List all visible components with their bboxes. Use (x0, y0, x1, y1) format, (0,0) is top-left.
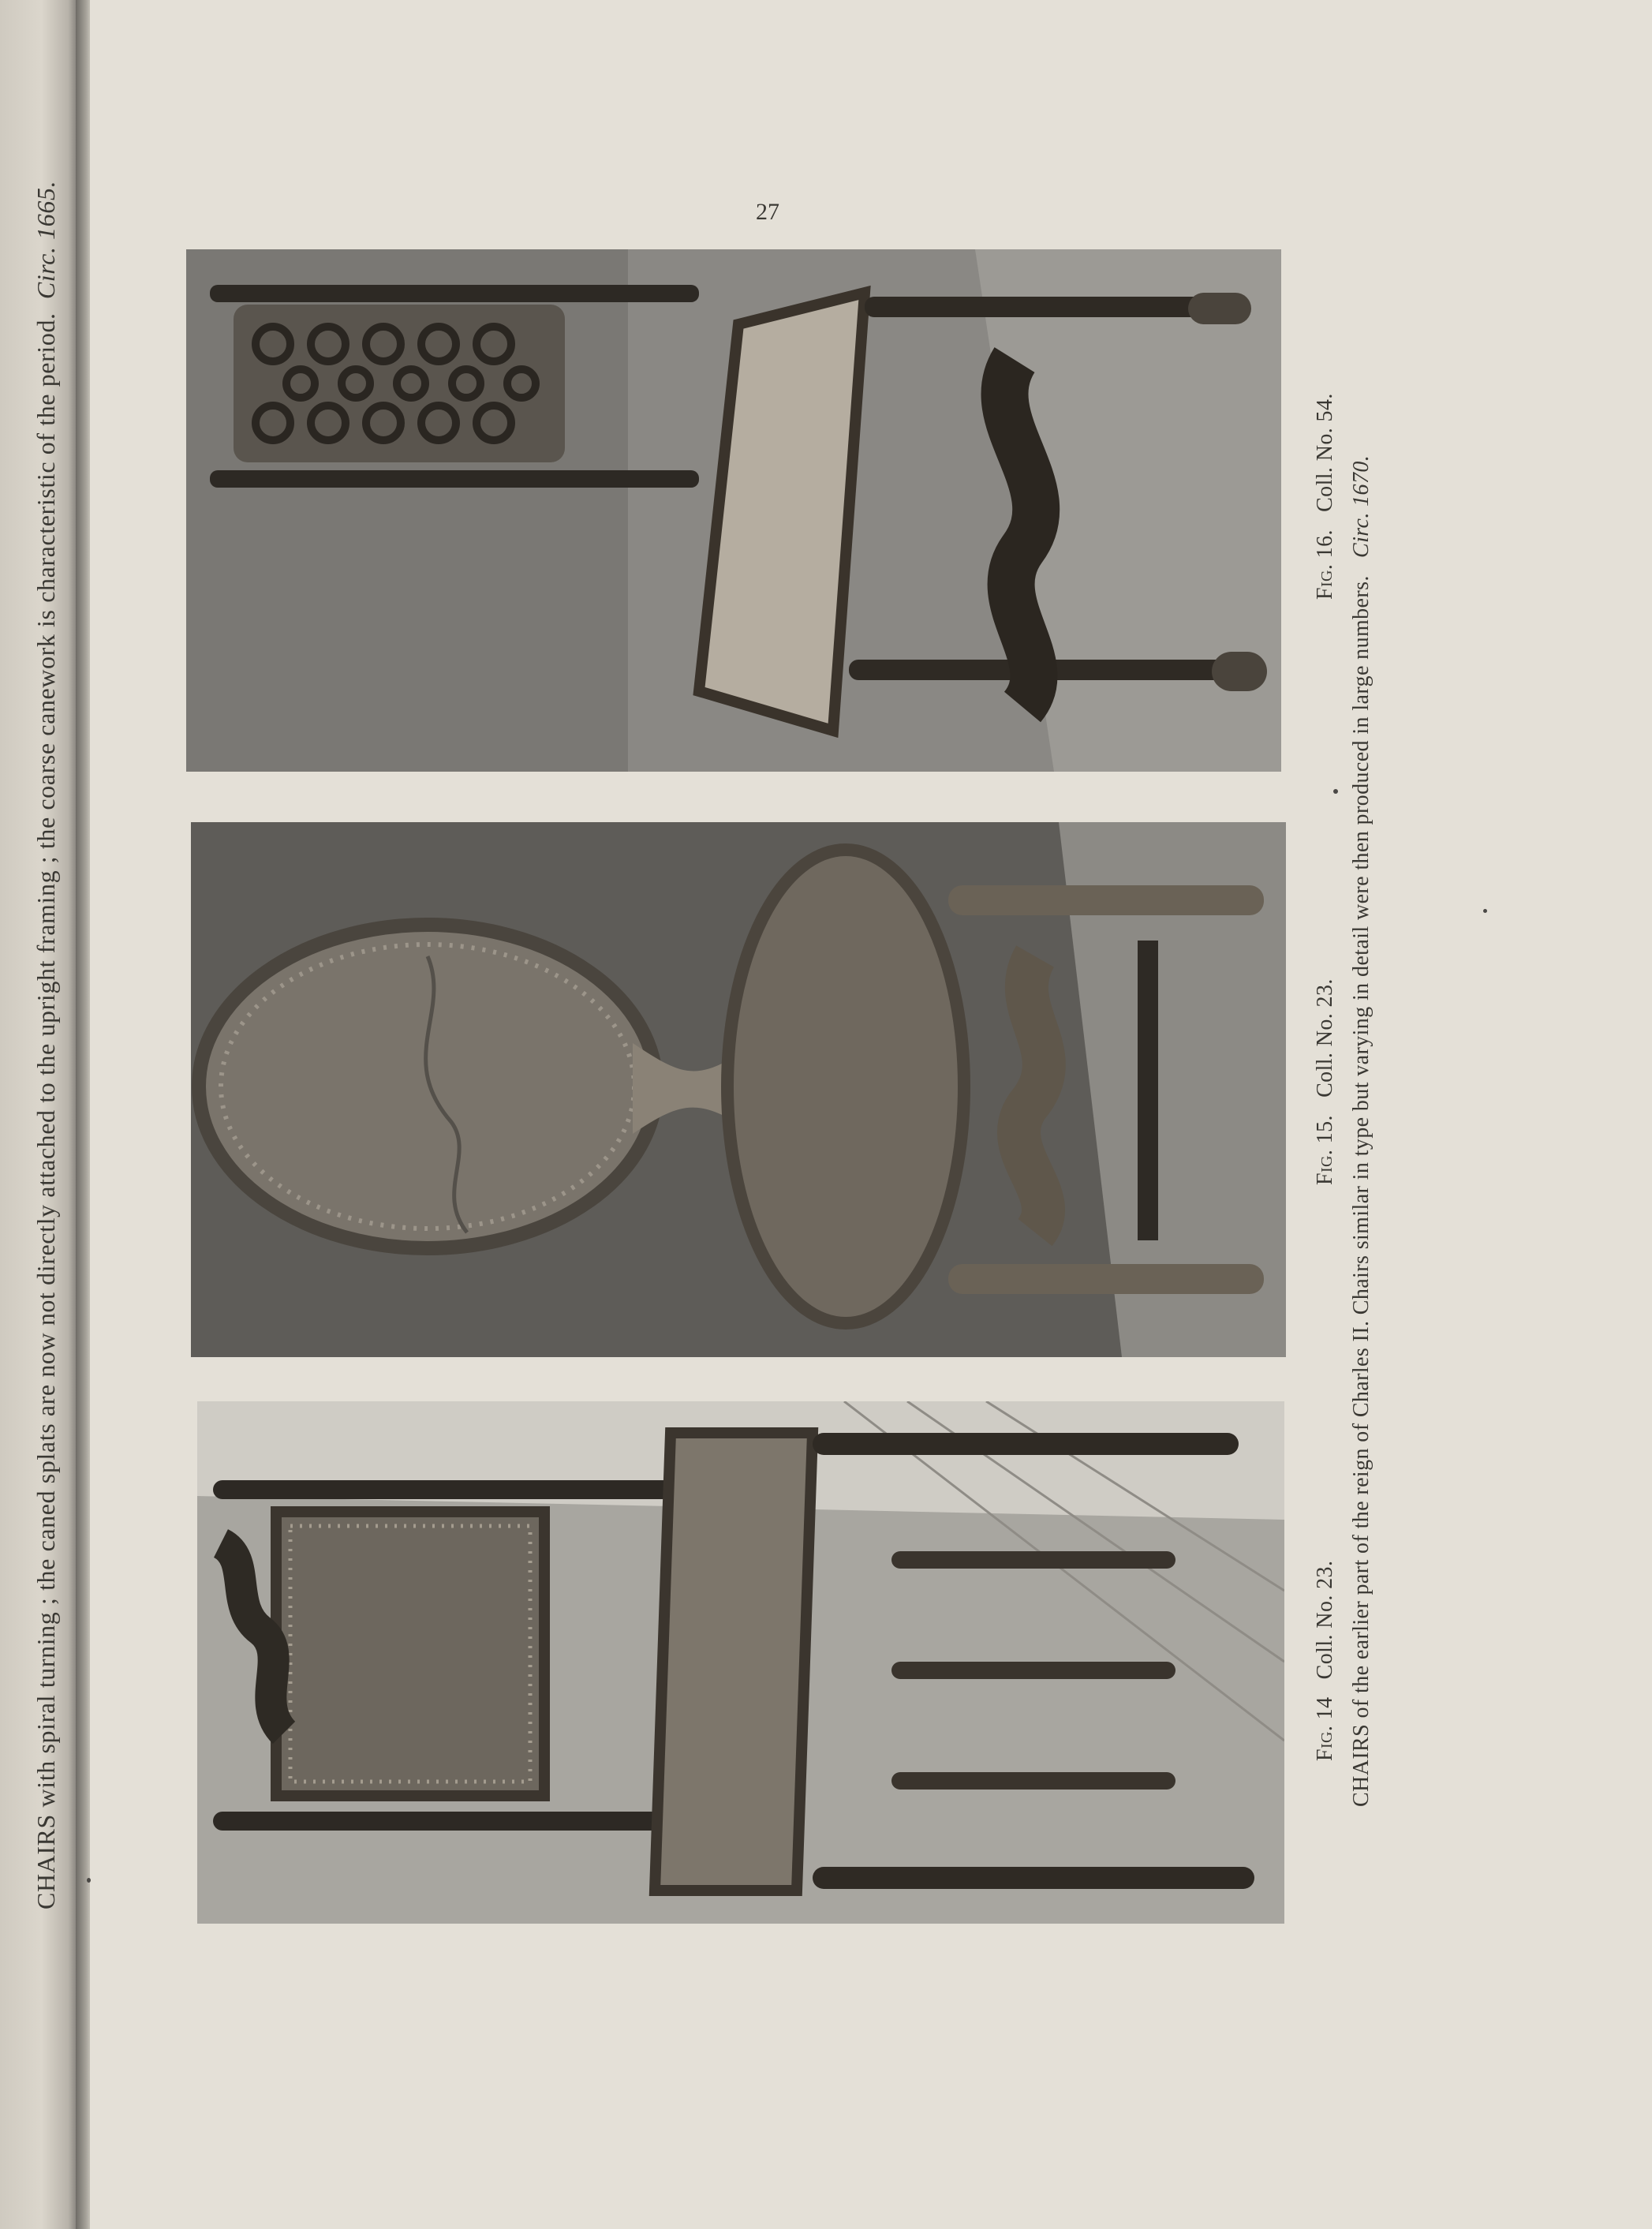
chair-16-image (186, 249, 1281, 772)
figure-16-photo (186, 249, 1281, 772)
figure-15-photo (191, 822, 1286, 1357)
left-page-caption: CHAIRS with spiral turning ; the caned splats are now not directly attached to the upright framing ; the coarse canework is characteristic of the period. Circ. 1665. (32, 180, 60, 1909)
scan-speck (1483, 909, 1487, 913)
figure-15-caption: Fig. 15. Coll. No. 23. (1313, 978, 1337, 1185)
scan-speck (1333, 789, 1338, 794)
page-number: 27 (756, 199, 779, 225)
figure-14-photo (197, 1401, 1284, 1924)
chair-14-image (197, 1401, 1284, 1924)
chair-15-image (191, 822, 1286, 1357)
figure-14-caption: Fig. 14 Coll. No. 23. (1313, 1560, 1337, 1761)
scan-speck (87, 1878, 91, 1883)
figure-16-caption: Fig. 16. Coll. No. 54. (1313, 393, 1337, 600)
main-caption: CHAIRS of the earlier part of the reign of Charles II. Chairs similar in type but varying in detail were then produced in large numbers. Circ. 1670. (1349, 454, 1374, 1807)
